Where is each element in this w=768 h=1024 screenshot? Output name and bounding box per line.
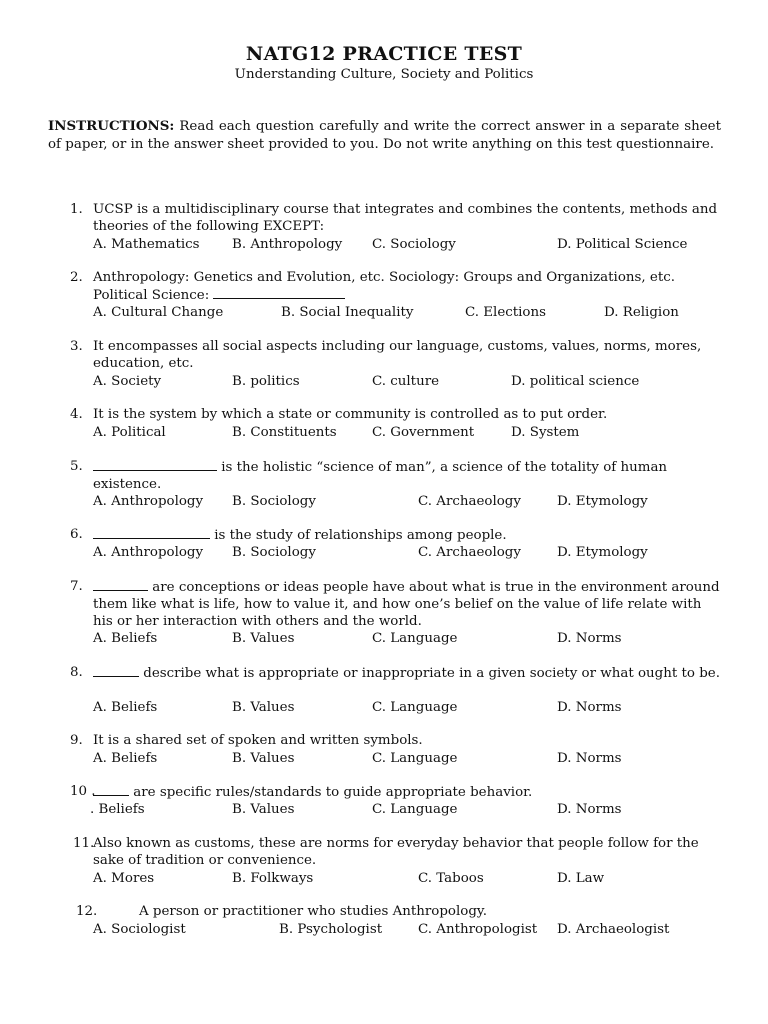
instructions-text: Read each question carefully and write the correct answer in a separate sheet of paper, or in the answer sheet provided to you. Do not write anything on this test questionnaire. <box>48 119 721 152</box>
answer-blank <box>93 664 139 677</box>
choice-d: D. political science <box>511 374 640 389</box>
question-number: 11. <box>73 836 95 851</box>
choice-d: D. Etymology <box>557 494 648 509</box>
choice-c: C. Language <box>372 631 458 646</box>
instructions-label: INSTRUCTIONS: <box>48 118 175 134</box>
question-text: A person or practitioner who studies Anthropology. <box>139 904 487 919</box>
choice-c: C. Government <box>372 425 475 440</box>
choice-b: B. Social Inequality <box>281 305 414 320</box>
question-text-body: is the study of relationships among people. <box>210 528 507 543</box>
choice-a: A. Anthropology <box>93 494 204 509</box>
choice-b: B. politics <box>232 374 300 389</box>
choice-d: D. Norms <box>557 751 622 766</box>
choice-c: C. Archaeology <box>418 494 521 509</box>
question-text <box>93 578 723 631</box>
choice-b: B. Values <box>232 631 295 646</box>
choice-b: B. Psychologist <box>279 922 383 937</box>
choice-c: C. Anthropologist <box>418 922 538 937</box>
choice-a: A. Political <box>93 425 166 440</box>
choice-a: A. Sociologist <box>93 922 186 937</box>
question-text: It is a shared set of spoken and written symbols. <box>93 733 423 748</box>
question-text: It encompasses all social aspects including our language, customs, values, norms, mores, education, etc. <box>93 339 702 372</box>
question-text-body: describe what is appropriate or inappropriate in a given society or what ought to be. <box>139 666 720 681</box>
question-text-body: Anthropology: Genetics and Evolution, etc. Sociology: Groups and Organizations, etc. Political Science: <box>93 270 675 304</box>
question-number: 10 . <box>70 784 96 799</box>
question-text-body: are conceptions or ideas people have about what is true in the environment around them like what is life, how to value it, and how one’s belief on the value of life relate with his or her interaction with others and the world. <box>93 580 720 630</box>
question-number: 6. <box>70 527 83 542</box>
question-number: 4. <box>70 407 83 422</box>
choice-d: D. Political Science <box>557 237 688 252</box>
question-text <box>93 664 723 682</box>
choice-b: B. Values <box>232 751 295 766</box>
answer-blank <box>93 458 217 471</box>
question-number: 12. <box>76 904 98 919</box>
choice-a: A. Mathematics <box>93 237 200 252</box>
choice-d: D. System <box>511 425 580 440</box>
choice-d: D. Archaeologist <box>557 922 670 937</box>
question-text-body: is the holistic “science of man”, a science of the totality of human existence. <box>93 460 668 493</box>
choice-b: B. Folkways <box>232 871 314 886</box>
choice-b: B. Sociology <box>232 545 316 560</box>
choice-d: D. Etymology <box>557 545 648 560</box>
choice-d: D. Norms <box>557 700 622 715</box>
choice-d: D. Religion <box>604 305 679 320</box>
choice-b: B. Constituents <box>232 425 337 440</box>
choice-a: A. Cultural Change <box>93 305 224 320</box>
choice-c: C. Elections <box>465 305 546 320</box>
answer-blank <box>93 578 148 591</box>
choice-b: B. Sociology <box>232 494 316 509</box>
choice-a: . Beliefs <box>90 802 145 817</box>
question-text: Also known as customs, these are norms for everyday behavior that people follow for the sake of tradition or convenience. <box>93 836 699 869</box>
question-text <box>93 783 723 801</box>
instructions-paragraph <box>48 118 721 153</box>
question-text <box>93 458 723 493</box>
choice-a: A. Society <box>93 374 162 389</box>
choice-d: D. Norms <box>557 631 622 646</box>
question-number: 7. <box>70 579 83 594</box>
answer-blank <box>93 783 129 796</box>
choice-b: B. Values <box>232 802 295 817</box>
choice-d: D. Norms <box>557 802 622 817</box>
choice-a: A. Anthropology <box>93 545 204 560</box>
choice-d: D. Law <box>557 871 605 886</box>
answer-blank <box>213 286 345 299</box>
question-number: 5. <box>70 459 83 474</box>
question-number: 9. <box>70 733 83 748</box>
answer-blank <box>93 526 210 539</box>
choice-c: C. Sociology <box>372 237 456 252</box>
question-number: 8. <box>70 665 83 680</box>
choice-c: C. Language <box>372 751 458 766</box>
question-text: It is the system by which a state or community is controlled as to put order. <box>93 407 608 422</box>
question-number: 1. <box>70 202 83 217</box>
choice-c: C. Language <box>372 700 458 715</box>
choice-a: A. Beliefs <box>93 700 158 715</box>
test-title: NATG12 PRACTICE TEST <box>245 43 523 65</box>
question-text <box>93 269 723 304</box>
choice-b: B. Values <box>232 700 295 715</box>
question-text-body: are specific rules/standards to guide appropriate behavior. <box>129 785 533 800</box>
question-text: UCSP is a multidisciplinary course that integrates and combines the contents, methods and theories of the following EXCEPT: <box>93 202 718 235</box>
choice-a: A. Mores <box>93 871 155 886</box>
test-subtitle: Understanding Culture, Society and Politics <box>234 67 534 82</box>
choice-b: B. Anthropology <box>232 237 343 252</box>
choice-a: A. Beliefs <box>93 751 158 766</box>
choice-a: A. Beliefs <box>93 631 158 646</box>
choice-c: C. Archaeology <box>418 545 521 560</box>
choice-c: C. Taboos <box>418 871 484 886</box>
choice-c: C. culture <box>372 374 440 389</box>
question-number: 2. <box>70 270 83 285</box>
question-number: 3. <box>70 339 83 354</box>
question-text <box>93 526 723 544</box>
choice-c: C. Language <box>372 802 458 817</box>
